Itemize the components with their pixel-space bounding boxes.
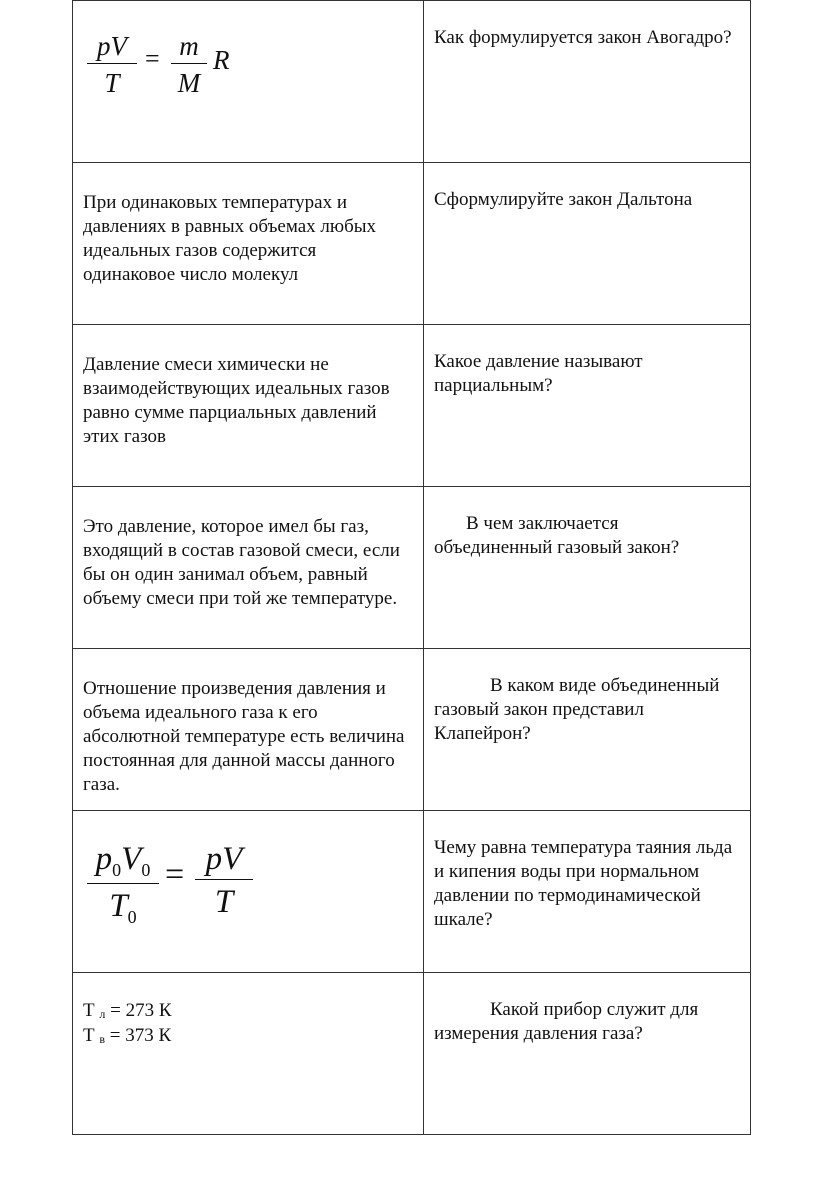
- water-boiling-temperature: [83, 1024, 413, 1049]
- value: = 273 К: [110, 1000, 172, 1021]
- card-answer: [73, 811, 424, 973]
- answer-text: При одинаковых температурах и давлениях в равных объемах любых идеальных газов содержится одинаковое число молекул: [83, 192, 377, 285]
- card-question: [424, 649, 751, 811]
- fraction-pv-over-t: [195, 841, 253, 920]
- answer-text: Давление смеси химически не взаимодействующих идеальных газов равно сумме парциальных давлений этих газов: [83, 354, 390, 447]
- answer-text: Отношение произведения давления и объема идеального газа к его абсолютной температуре есть величина постоянная для данной массы данного газа.: [83, 678, 405, 795]
- question-text: В каком виде объединенный газовый закон представил Клапейрон?: [434, 675, 720, 744]
- numerator: pV: [205, 841, 243, 877]
- temperature-values: [73, 973, 423, 1049]
- card-answer: [73, 325, 424, 487]
- card-answer: [73, 163, 424, 325]
- subscript: 0: [112, 860, 122, 880]
- equals-sign: =: [165, 856, 185, 893]
- card-question: [424, 487, 751, 649]
- gas-constant: R: [213, 45, 230, 75]
- fraction-pv-over-t: [87, 31, 137, 98]
- formula-clapeyron-mendeleev: [73, 1, 423, 121]
- card-answer: [73, 649, 424, 811]
- flashcards-table: [72, 0, 751, 1135]
- subscript: в: [99, 1032, 106, 1046]
- card-question: [424, 811, 751, 973]
- numerator: [87, 841, 159, 881]
- fraction-p0v0-over-t0: [87, 841, 159, 928]
- denominator: T: [214, 884, 234, 920]
- numerator: pV: [97, 31, 127, 61]
- question-text: Чему равна температура таяния льда и кипения воды при нормальном давлении по термодинамической шкале?: [434, 837, 733, 930]
- temperature-symbol: Т: [83, 1000, 95, 1021]
- card-question: [424, 163, 751, 325]
- card-answer: [73, 973, 424, 1135]
- fraction-bar: [195, 879, 253, 880]
- numerator: m: [179, 31, 199, 61]
- denominator: M: [177, 68, 201, 98]
- subscript: 0: [127, 907, 137, 927]
- question-text: Как формулируется закон Авогадро?: [434, 27, 732, 48]
- subscript: л: [99, 1007, 106, 1021]
- pressure-symbol: p: [95, 841, 113, 877]
- temperature-symbol: Т: [83, 1025, 95, 1046]
- answer-text: Это давление, которое имел бы газ, входящий в состав газовой смеси, если бы он один занимал объем, равный объему смеси при той же температуре.: [83, 516, 400, 609]
- denominator: T: [104, 68, 120, 98]
- card-answer: [73, 487, 424, 649]
- fraction-bar: [87, 883, 159, 884]
- card-question: [424, 325, 751, 487]
- table-row: [73, 973, 751, 1135]
- formula-clapeyron: [73, 811, 423, 931]
- question-text: Сформулируйте закон Дальтона: [434, 189, 693, 210]
- question-text: В чем заключается объединенный газовый закон?: [434, 513, 680, 558]
- table-row: [73, 487, 751, 649]
- denominator: [87, 888, 159, 928]
- question-text: Какой прибор служит для измерения давления газа?: [434, 999, 699, 1044]
- equals-sign: =: [145, 44, 160, 73]
- fraction-bar: [87, 63, 137, 64]
- card-answer: [73, 1, 424, 163]
- fraction-bar: [171, 63, 207, 64]
- card-question: [424, 973, 751, 1135]
- ice-melting-temperature: [83, 999, 413, 1024]
- volume-symbol: V: [121, 841, 142, 877]
- value: = 373 К: [109, 1025, 172, 1046]
- fraction-m-over-m: [171, 31, 207, 98]
- table-row: [73, 163, 751, 325]
- card-question: [424, 1, 751, 163]
- table-row: [73, 649, 751, 811]
- table-row: [73, 1, 751, 163]
- table-row: [73, 325, 751, 487]
- temperature-symbol: T: [109, 888, 128, 924]
- question-text: Какое давление называют парциальным?: [434, 351, 643, 396]
- subscript: 0: [141, 860, 151, 880]
- table-row: [73, 811, 751, 973]
